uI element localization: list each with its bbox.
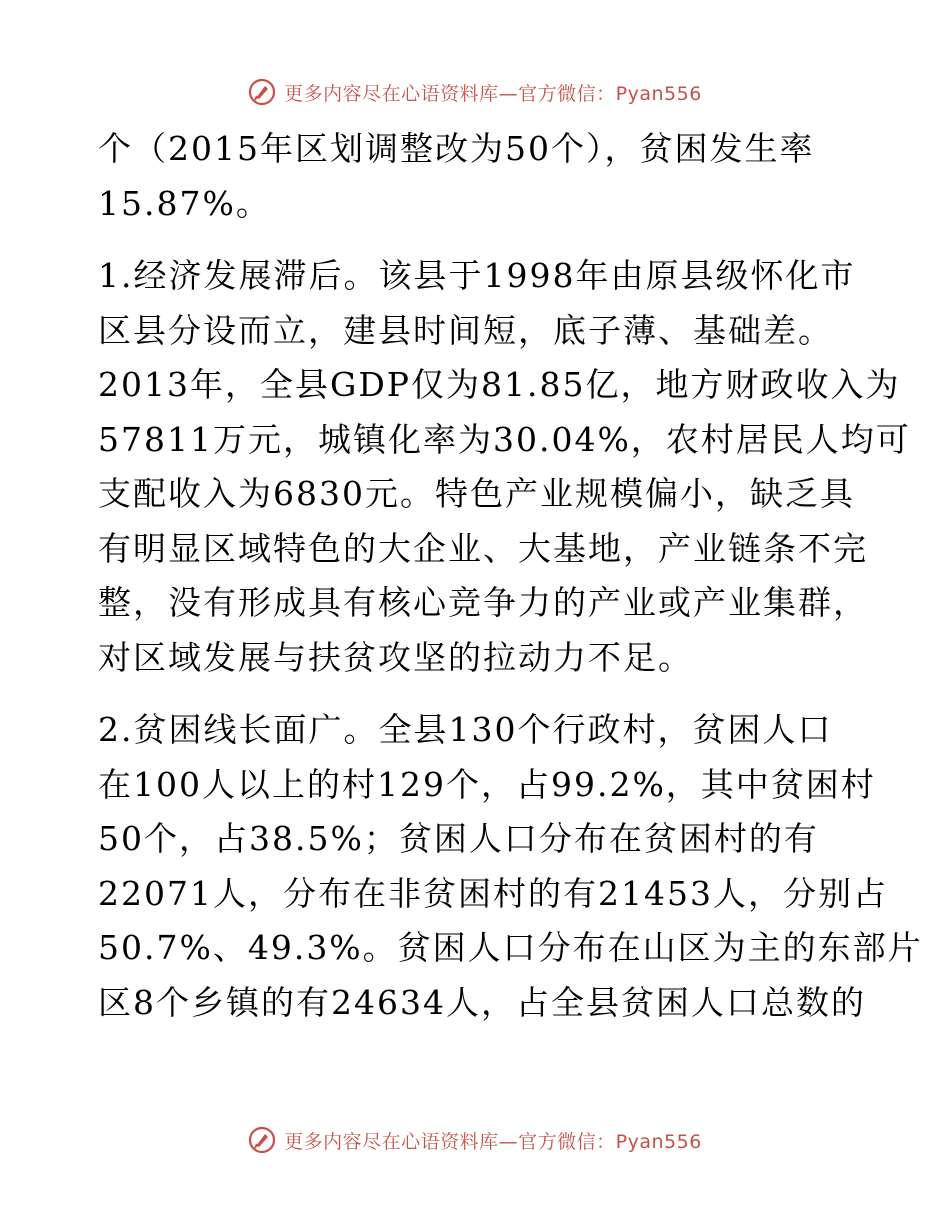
watermark-header	[0, 72, 950, 112]
text-line: 1.经济发展滞后。该县于1998年由原县级怀化市	[98, 256, 856, 295]
paragraph-economic-lag	[98, 249, 911, 685]
quill-pen-logo-icon	[248, 78, 276, 106]
document-body	[98, 122, 923, 1030]
text-line: 2.贫困线长面广。全县130个行政村，贫困人口	[98, 710, 833, 749]
text-line: 支配收入为6830元。特色产业规模偏小，缺乏具	[98, 474, 855, 513]
text-line: 50个，占38.5%；贫困人口分布在贫困村的有	[98, 819, 819, 858]
watermark-text: 更多内容尽在心语资料库—官方微信：Pyan556	[284, 1130, 702, 1153]
paragraph-continuation	[98, 122, 858, 231]
text-line: 对区域发展与扶贫攻坚的拉动力不足。	[98, 637, 693, 677]
watermark-group	[248, 78, 702, 106]
text-line: 区8个乡镇的有24634人，占全县贫困人口总数的	[98, 982, 866, 1022]
text-line: 个（2015年区划调整改为50个），贫困发生率	[98, 129, 815, 168]
watermark-group	[248, 1126, 702, 1154]
text-line: 15.87%。	[98, 183, 271, 223]
text-line: 在100人以上的村129个，占99.2%，其中贫困村	[98, 764, 876, 804]
text-line: 57811万元，城镇化率为30.04%，农村居民人均可	[98, 419, 911, 459]
text-line: 2013年，全县GDP仅为81.85亿，地方财政收入为	[98, 365, 901, 404]
text-line: 整，没有形成具有核心竞争力的产业或产业集群，	[98, 583, 868, 622]
text-line: 有明显区域特色的大企业、大基地，产业链条不完	[98, 528, 868, 568]
watermark-text: 更多内容尽在心语资料库—官方微信：Pyan556	[284, 82, 702, 105]
watermark-footer	[0, 1120, 950, 1160]
paragraph-poverty-extent	[98, 703, 923, 1030]
quill-pen-logo-icon	[248, 1126, 276, 1154]
text-line: 22071人，分布在非贫困村的有21453人，分别占	[98, 873, 888, 913]
text-line: 50.7%、49.3%。贫困人口分布在山区为主的东部片	[98, 928, 923, 967]
text-line: 区县分设而立，建县时间短，底子薄、基础差。	[98, 310, 833, 350]
